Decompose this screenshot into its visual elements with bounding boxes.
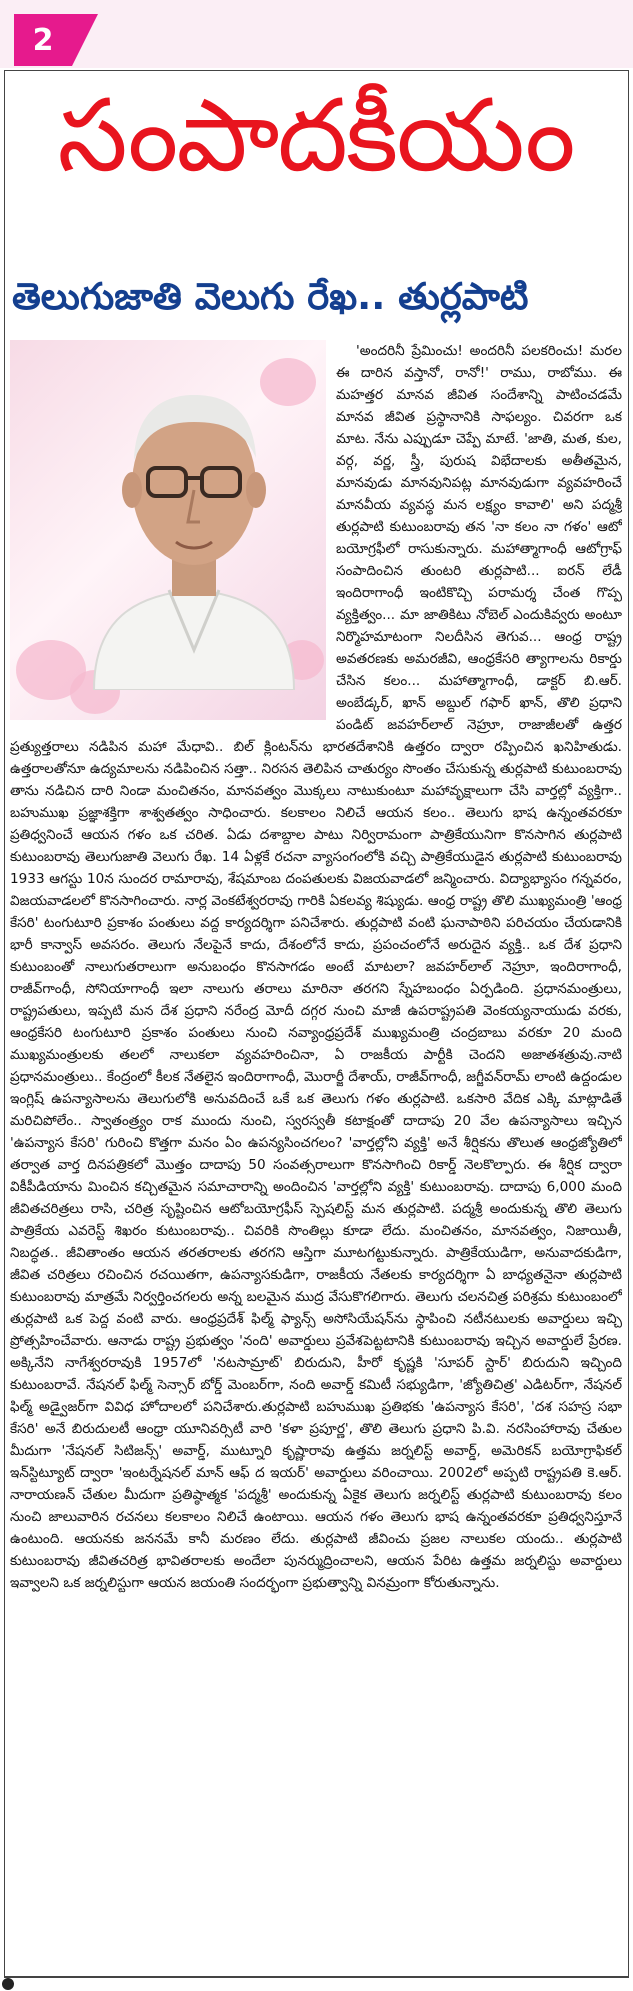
article-body xyxy=(10,340,622,1958)
editorial-masthead: సంపాదకీయం xyxy=(57,77,574,194)
bottom-marker-icon xyxy=(2,1978,14,1990)
person-portrait-icon xyxy=(84,350,304,690)
page-number: 2 xyxy=(32,22,54,58)
bottom-divider xyxy=(4,1976,629,1977)
page-number-badge-slant xyxy=(72,14,98,66)
portrait-photo-icon xyxy=(10,340,326,720)
article-headline: తెలుగుజాతి వెలుగు రేఖ.. తుర్లపాటి xyxy=(12,275,529,318)
page-number-badge xyxy=(14,14,72,66)
article-body-text: 'అందరినీ ప్రేమించు! అందరినీ పలకరించు! మరల ఈ దారిన వస్తానో, రానో!' రాము, రాబోము. ఈ మహత్తర మానవ జీవిత సందేశాన్ని పాటించడమే మానవ జీవిత ప్రస్థానానికి సాఫల్యం. చివరగా ఒక మాట. నేను ఎప్పుడూ చెప్పే మాటే. 'జాతి, మత, కుల, వర్గ, వర్ణ, స్త్రీ, పురుష విభేదాలకు అతీతమైన, మానవుడు మానవునిపట్ల మానవుడుగా వ్యవహరించే మానవీయ వ్యవస్థ మన లక్ష్యం కావాలి' అని పద్మశ్రీ తుర్లపాటి కుటుంబరావు తన 'నా కలం నా గళం' ఆటో బయోగ్రఫీలో రాసుకున్నారు. మహాత్మాగాంధీ ఆటోగ్రాఫ్ సంపాదించిన తుంటరి తుర్లపాటి... ఐరన్ లేడీ ఇందిరాగాంధీ ఇంటికొచ్చి పరామర్శ చేంత గొప్ప వ్యక్తిత్వం... మా జాతికిటు నోబెల్ ఎందుకివ్వరు అంటూ నిర్మొహమాటంగా నిలదీసిన తెగువ... ఆంధ్ర రాష్ట్ర అవతరణకు అమరజీవి, ఆంధ్రకేసరి త్యాగాలను రికార్డు చేసిన కలం... మహాత్మాగాంధీ, డాక్టర్ బి.ఆర్. అంబేడ్కర్, ఖాన్ అబ్దుల్ గఫార్ ఖాన్, తొలి ప్రధాని పండిట్ జవహర్‌లాల్ నెహ్రూ, రాజాజీలతో ఉత్తర ప్రత్యుత్తరాలు నడిపిన మహా మేధావి.. బిల్ క్లింటన్‌ను భారతదేశానికి ఉత్తరం ద్వారా రప్పించిన ఖనిహితుడు. ఉత్తరాలతోనూ ఉద్యమాలను నడిపించిన సత్తా.. నిరసన తెలిపిన చాతుర్యం సొంతం చేసుకున్న తుర్లపాటి కుటుంబరావు తాను నడిచిన దారి నిండా మంచితనం, మానవత్వం మొక్కలు నాటుకుంటూ మహావృక్షాలుగా చేసి వార్తల్లో వ్యక్తిగా.. బహుముఖ ప్రజ్ఞాశక్తిగా శాశ్వతత్వం సాధించారు. కలకాలం నిలిచే ఆయన కలం.. తెలుగు భాష ఉన్నంతవరకూ ప్రతిధ్వనించే ఆయన గళం ఒక చరిత. ఏడు దశాబ్దాల పాటు నిర్విరామంగా పాత్రికేయునిగా కొనసాగిన తుర్లపాటి కుటుంబరావు తెలుగుజాతి వెలుగు రేఖ. 14 ఏళ్లకే రచనా వ్యాసంగంలోకి వచ్చి పాత్రికేయుడైన తుర్లపాటి కుటుంబరావు 1933 ఆగస్టు 10న సుందర రామారావు, శేషమాంబ దంపతులకు విజయవాడలో జన్మించారు. విద్యాభ్యాసం గన్నవరం, విజయవాడలలో కొనసాగించారు. నార్ల వెంకటేశ్వరరావు గారికి ఏకలవ్య శిష్యుడు. ఆంధ్ర రాష్ట్ర తొలి ముఖ్యమంత్రి 'ఆంధ్ర కేసరి' టంగుటూరి ప్రకాశం పంతులు వద్ద కార్యదర్శిగా పనిచేశారు. తుర్లపాటి వంటి ఘనాపాఠిని పరిచయం చేయడానికి భారీ కాన్వాస్ అవసరం. తెలుగు నేలపైనే కాదు, దేశంలోనే కాదు, ప్రపంచంలోనే అరుదైన వ్యక్తి.. ఒక దేశ ప్రధాని కుటుంబంతో నాలుగుతరాలుగా అనుబంధం కొనసాగడం అంటే మాటలా? జవహర్‌లాల్ నెహ్రూ, ఇందిరాగాంధీ, రాజీవ్‌గాంధీ, సోనియాగాంధీ ఇలా నాలుగు తరాలు మారినా తరగని స్నేహబంధం ఏర్పడింది. ప్రధానమంత్రులు, రాష్ట్రపతులు, ఇప్పటి మన దేశ ప్రధాని నరేంద్ర మోదీ దగ్గర నుంచి మాజీ ఉపరాష్ట్రపతి వెంకయ్యనాయుడు వరకు, ఆంధ్రకేసరి టంగుటూరి ప్రకాశం పంతులు నుంచి నవ్యాంధ్రప్రదేశ్ ముఖ్యమంత్రి చంద్రబాబు వరకూ 20 మంది ముఖ్యమంత్రులకు తలలో నాలుకలా వ్యవహరించినా, ఏ రాజకీయ పార్టీకి చెందని అజాతశత్రువు.నాటి ప్రధానమంత్రులు.. కేంద్రంలో కీలక నేతలైన ఇందిరాగాంధీ, మొరార్జీ దేశాయ్, రాజీవ్‌గాంధీ, జగ్జీవన్‌రామ్ లాంటి ఉద్దండుల ఇంగ్లిష్ ఉపన్యాసాలను తెలుగులోకి అనువదించే ఒకే ఒక తెలుగు గళం తుర్లపాటి. ఒకసారి వేదిక ఎక్కి మాట్లాడితే మరిచిపోలేం.. స్వాతంత్ర్యం రాక ముందు నుంచి, స్వరస్వతీ కటాక్షంతో దాదాపు 20 వేల ఉపన్యాసాలు ఇచ్చిన 'ఉపన్యాస కేసరి' గురించి కొత్తగా మనం ఏం ఉపన్యసించగలం? 'వార్తల్లోని వ్యక్తి' అనే శీర్షికను తొలుత ఆంధ్రజ్యోతిలో తర్వాత వార్త దినపత్రికలో మొత్తం దాదాపు 50 సంవత్సరాలుగా కొనసాగించి రికార్డ్ నెలకొల్పారు. ఈ శీర్షిక ద్వారా వికీపీడియాను మించిన కచ్చితమైన సమాచారాన్ని అందించిన 'వార్తల్లోని వ్యక్తి' కుటుంబరావు. దాదాపు 6,000 మంది జీవితచరిత్రలు రాసి, చరిత్ర సృష్టించిన ఆటోబయోగ్రఫీస్ స్పెషలిస్ట్ మన తుర్లపాటి. పద్మశ్రీ అందుకున్న తొలి తెలుగు పాత్రికేయ ఎవరెస్ట్ శిఖరం కుటుంబరావు.. చివరికి సొంతిల్లు కూడా లేదు. మంచితనం, మానవత్వం, నిజాయితీ, నిబద్ధత.. జీవితాంతం ఆయన తరతరాలకు తరగని ఆస్తిగా మూటగట్టుకున్నారు. పాత్రికేయుడిగా, అనువాదకుడిగా, జీవిత చరిత్రలు రచించిన రచయితగా, ఉపన్యాసకుడిగా, రాజకీయ నేతలకు కార్యదర్శిగా ఏ బాధ్యతనైనా తుర్లపాటి కుటుంబరావు మాత్రమే నిర్వర్తించగలరు అన్న బలమైన ముద్ర వేసుకొగలిగారు. తెలుగు చలనచిత్ర పరిశ్రమ కుటుంబంలో తుర్లపాటి ఒక పెద్ద వంటి వారు. ఆంధ్రప్రదేశ్ ఫిల్మ్ ఫ్యాన్స్ అసోసియేషన్‌ను స్థాపించి నటీనటులకు అవార్డులు ఇచ్చి ప్రోత్సహించేవారు. ఆనాడు రాష్ట్ర ప్రభుత్వం 'నంది' అవార్డులు ప్రవేశపెట్టటానికి కుటుంబరావు ఇచ్చిన అవార్డులే ప్రేరణ. అక్కినేని నాగేశ్వరరావుకి 1957లో 'నటసామ్రాట్' బిరుదుని, హీరో కృష్ణకి 'సూపర్ స్టార్' బిరుదుని ఇచ్చింది కుటుంబరావే. నేషనల్ ఫిల్మ్ సెన్సార్ బోర్డ్ మెంబర్‌గా, నంది అవార్డ్ కమిటీ సభ్యుడిగా, 'జ్యోతిచిత్ర' ఎడిటర్‌గా, నేషనల్ ఫిల్మ్ అడ్వైజర్‌గా వివిధ హోదాలలో పనిచేశారు.తుర్లపాటి బహుముఖ ప్రతిభకు 'ఉపన్యాస కేసరి', 'దశ సహస్ర సభా కేసరి' అనే బిరుదులటీ ఆంధ్రా యూనివర్సిటీ వారి 'కళా ప్రపూర్ణ', తొలి తెలుగు ప్రధాని పి.వి. నరసింహారావు చేతుల మీదుగా 'నేషనల్ సిటిజన్స్' అవార్డ్, ముట్నూరి కృష్ణారావు ఉత్తమ జర్నలిస్ట్ అవార్డ్, అమెరికన్ బయోగ్రాఫికల్ ఇన్‌స్టిట్యూట్ ద్వారా 'ఇంటర్నేషనల్ మాన్ ఆఫ్ ద ఇయర్' అవార్డులు వరించాయి. 2002లో అప్పటి రాష్ట్రపతి కె.ఆర్. నారాయణన్ చేతుల మీదుగా ప్రతిష్ఠాత్మక 'పద్మశ్రీ' అందుకున్న ఏకైక తెలుగు జర్నలిస్ట్ తుర్లపాటి కుటుంబరావు కలం నుంచి జాలువారిన రచనలు కలకాలం నిలిచే ఉంటాయి. ఆయన గళం తెలుగు భాష ఉన్నంతవరకూ ప్రతిధ్వనిస్తూనే ఉంటుంది. ఆయనకు జననమే కానీ మరణం లేదు. తుర్లపాటి జీవించు ప్రజల నాలుకల యందు.. తుర్లపాటి కుటుంబరావు జీవితచరిత్ర భావితరాలకు అందేలా పునర్ముద్రించాలని, ఆయన పేరిట ఉత్తమ జర్నలిస్టు అవార్డులు ఇవ్వాలని ఒక జర్నలిస్టుగా ఆయన జయంతి సందర్భంగా ప్రభుత్వాన్ని వినమ్రంగా కోరుతున్నాను. xyxy=(10,343,622,1591)
